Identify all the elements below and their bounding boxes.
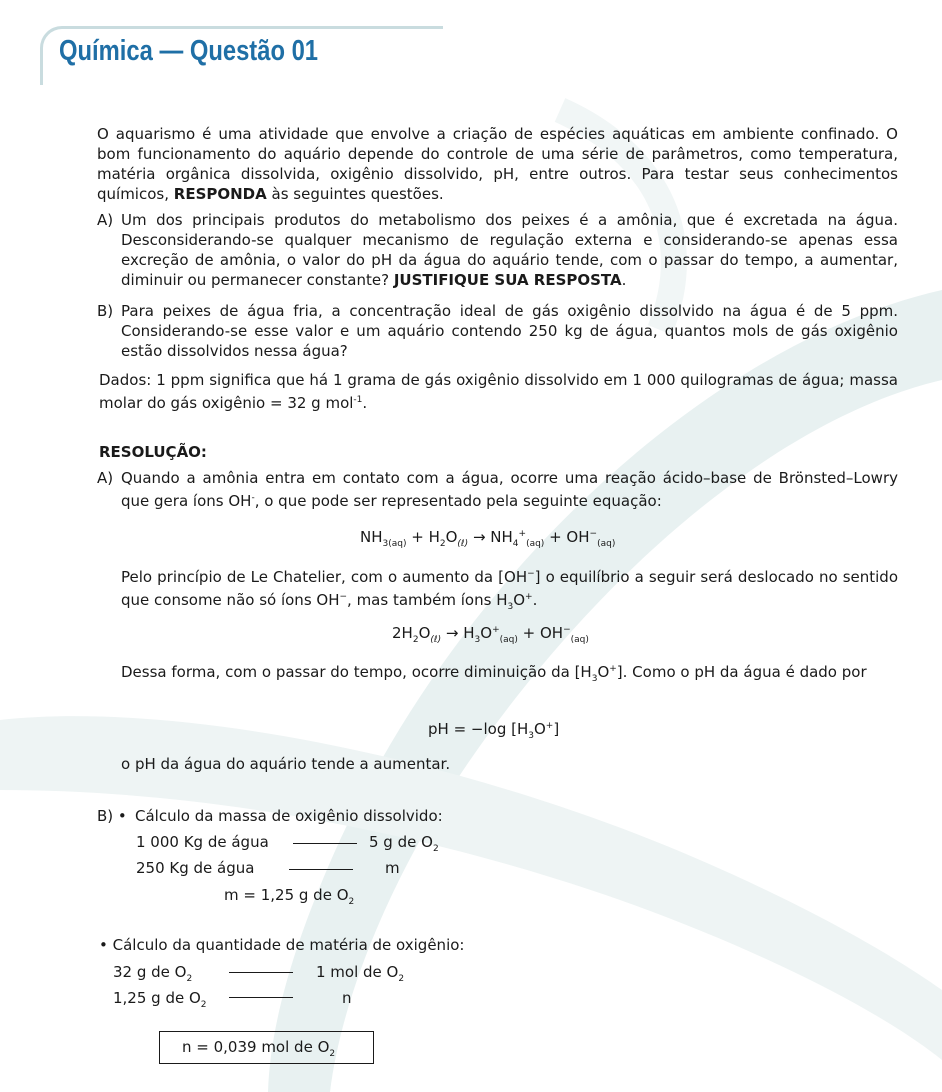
question-title: Química — Questão 01 [59,35,319,67]
proportion-dash [289,869,353,870]
proportion-dash [229,972,293,973]
proportion-dash [293,843,357,844]
proportion-dash [229,997,293,998]
proportion-row4-left: 1,25 g de $O_2$ [113,989,207,1010]
item-a-text: Um dos principais produtos do metabolismo dos peixes é a amônia, que é excretada na água. Desconsiderando-se qualquer mecanismo de regulação externa e considerando-se apenas essa excreção de amônia, o valor do pH da água do aquário tende, com o passar do tempo, a aumentar, diminuir ou permanecer constante? JUSTIFIQUE SUA RESPOSTA. [121,211,898,289]
mass-calc-title: Cálculo da massa de oxigênio dissolvido: [135,807,443,825]
resolution-a-text2: Pelo princípio de Le Chatelier, com o aumento da [OH−] o equilíbrio a seguir será deslocado no sentido que consome não só íons OH−, mas também íons $H_3O^+$. [121,568,898,612]
proportion-row3-right: 1 mol de $O_2$ [316,963,405,984]
proportion-row2-left: 250 Kg de água [136,859,255,877]
equation-ph-definition: pH = −log $[H_3O^+]$ [428,720,560,741]
final-answer-box: n = 0,039 mol de $O_2$ [159,1031,374,1064]
item-b-text: Para peixes de água fria, a concentração ideal de gás oxigênio dissolvido na água é de 5 ppm. Considerando-se esse valor e um aquário contendo 250 kg de água, quantos mols de gás oxigênio estão dissolvidos nessa água? [121,302,898,360]
question-header [40,26,443,85]
equation-ammonia-water: $NH_{3(aq)} + H_2O_{(\ell)} \to NH_4^+_{(aq)} + OH^-_{(aq)}$ [360,528,616,549]
item-a-label: A) [97,211,114,229]
resolution-b-label: B) • [97,807,127,825]
proportion-row4-right: n [342,989,352,1007]
given-data: Dados: 1 ppm significa que há 1 grama de gás oxigênio dissolvido em 1 000 quilogramas de água; massa molar do gás oxigênio = 32 g mol$^{-1}$. [99,371,898,412]
resolution-a-conclusion: o pH da água do aquário tende a aumentar. [121,755,451,773]
proportion-row1-right: 5 g de $O_2$ [369,833,439,854]
proportion-row1-left: 1 000 Kg de água [136,833,269,851]
moles-calc-title: • Cálculo da quantidade de matéria de oxigênio: [99,936,465,954]
resolution-a-label: A) [97,469,114,487]
proportion-row3-left: 32 g de $O_2$ [113,963,193,984]
proportion-row2-right: m [385,859,400,877]
equation-water-autoionization: $2H_2O_{(\ell)} \to H_3O^+_{(aq)} + OH^-_{(aq)}$ [392,624,589,645]
resolution-a-text1: Quando a amônia entra em contato com a água, ocorre uma reação ácido–base de Brönsted–Lowry que gera íons OH-, o que pode ser representado pela seguinte equação: [121,469,898,510]
resolution-a-text3: Dessa forma, com o passar do tempo, ocorre diminuição da $[H_3O^+]$. Como o pH da água é dado por [121,663,867,684]
resolution-heading: RESOLUÇÃO: [99,443,207,461]
question-intro: O aquarismo é uma atividade que envolve a criação de espécies aquáticas em ambiente confinado. O bom funcionamento do aquário depende do controle de uma série de parâmetros, como temperatura, matéria orgânica dissolvida, oxigênio dissolvido, pH, entre outros. Para testar seus conhecimentos químicos, RESPONDA às seguintes questões. [97,125,898,203]
mass-result: m = 1,25 g de $O_2$ [224,886,355,907]
item-b-label: B) [97,302,114,320]
